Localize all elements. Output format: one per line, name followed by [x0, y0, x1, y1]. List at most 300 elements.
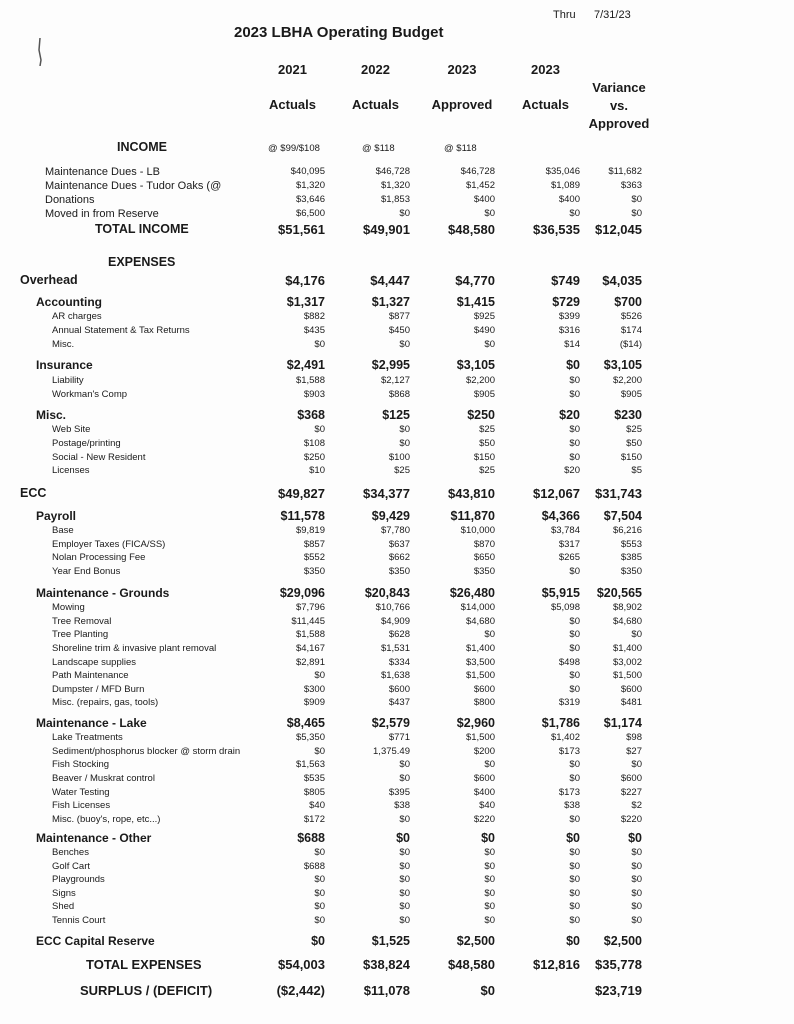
row-expenses-grounds-rows-6-2023-actual: $0	[569, 684, 580, 695]
row-income-rows-2-variance: $0	[631, 194, 642, 205]
row-expenses-ecc-variance: $31,743	[595, 486, 642, 501]
row-expenses-grounds-rows-4-2022: $334	[388, 657, 410, 668]
row-expenses-grounds-rows-5-2022: $1,638	[380, 670, 410, 681]
row-expenses-lake-rows-3-2021: $535	[303, 773, 325, 784]
row-expenses-grounds-rows-5-2021: $0	[314, 670, 325, 681]
row-expenses-insurance-rows-1-2023-approved: $905	[473, 389, 495, 400]
row-expenses-grounds-rows-2-2021: $1,588	[295, 629, 325, 640]
row-expenses-misc-rows-0-variance: $25	[626, 424, 642, 435]
row-expenses-grounds-rows-6-variance: $600	[620, 684, 642, 695]
row-expenses-lake-rows-5-2022: $38	[394, 800, 410, 811]
row-expenses-payroll-rows-3-2021: $350	[303, 566, 325, 577]
row-expenses-accounting-rows-2-variance: ($14)	[619, 339, 642, 350]
row-expenses-lake-variance: $1,174	[603, 716, 642, 730]
row-expenses-insurance-rows-0-2022: $2,127	[380, 375, 410, 386]
row-expenses-grounds-rows-1-2023-approved: $4,680	[465, 616, 495, 627]
row-expenses-accounting-rows-2-2022: $0	[399, 339, 410, 350]
row-expenses-insurance-label: Insurance	[36, 358, 93, 372]
row-expenses-grounds-rows-7-2023-actual: $319	[558, 697, 580, 708]
row-expenses-misc-rows-1-2022: $0	[399, 438, 410, 449]
row-expenses-insurance-rows-1-2023-actual: $0	[569, 389, 580, 400]
row-expenses-misc-2021: $368	[297, 408, 325, 422]
row-expenses-insurance-rows-0-label: Liability	[52, 375, 84, 386]
row-expenses-payroll-rows-1-2022: $637	[388, 539, 410, 550]
row-income-rows-3-2023-approved: $0	[484, 208, 495, 219]
row-expenses-payroll-rows-1-label: Employer Taxes (FICA/SS)	[52, 539, 166, 550]
row-income-rows-1-2022: $1,320	[380, 180, 410, 191]
row-expenses-payroll-2023-actual: $4,366	[541, 509, 580, 523]
row-expenses-total-2021: $54,003	[278, 957, 325, 972]
row-expenses-lake-rows-1-2023-approved: $200	[473, 746, 495, 757]
row-expenses-reserve-label: ECC Capital Reserve	[36, 934, 155, 948]
row-expenses-surplus-2023-approved: $0	[480, 983, 495, 998]
row-expenses-lake-rows-1-2022: 1,375.49	[373, 746, 410, 757]
row-expenses-surplus-label: SURPLUS / (DEFICIT)	[80, 983, 213, 998]
row-expenses-grounds-rows-7-variance: $481	[620, 697, 642, 708]
col-year-3: 2023	[447, 62, 477, 77]
row-expenses-other-rows-5-variance: $0	[631, 915, 642, 926]
row-expenses-grounds-rows-1-2022: $4,909	[380, 616, 410, 627]
row-expenses-other-rows-2-2023-actual: $0	[569, 874, 580, 885]
row-expenses-payroll-rows-3-variance: $350	[620, 566, 642, 577]
row-expenses-lake-rows-6-2022: $0	[399, 814, 410, 825]
row-expenses-lake-rows-1-2021: $0	[314, 746, 325, 757]
row-expenses-other-rows-4-2023-approved: $0	[484, 901, 495, 912]
thru-date: 7/31/23	[594, 9, 631, 21]
row-expenses-lake-rows-5-label: Fish Licenses	[52, 800, 111, 811]
total-income-2021: $51,561	[278, 222, 325, 237]
total-income-variance: $12,045	[595, 222, 642, 237]
col-variance-2: vs.	[609, 98, 629, 113]
col-year-1: 2021	[278, 62, 307, 77]
row-expenses-lake-rows-5-variance: $2	[631, 800, 642, 811]
thru-label: Thru	[553, 9, 576, 21]
row-expenses-grounds-variance: $20,565	[596, 586, 642, 600]
row-expenses-accounting-rows-2-2021: $0	[314, 339, 325, 350]
row-expenses-grounds-rows-3-label: Shoreline trim & invasive plant removal	[52, 643, 217, 654]
row-expenses-misc-rows-3-2022: $25	[394, 465, 410, 476]
row-expenses-lake-label: Maintenance - Lake	[36, 716, 147, 730]
row-expenses-payroll-rows-1-variance: $553	[620, 539, 642, 550]
total-income-2023-approved: $48,580	[448, 222, 495, 237]
row-expenses-grounds-rows-3-2021: $4,167	[295, 643, 325, 654]
row-expenses-surplus-variance: $23,719	[595, 983, 642, 998]
row-expenses-misc-rows-3-2023-approved: $25	[479, 465, 495, 476]
row-income-rows-3-variance: $0	[631, 208, 642, 219]
row-expenses-other-rows-2-2021: $0	[314, 874, 325, 885]
row-expenses-insurance-rows-1-variance: $905	[620, 389, 642, 400]
row-expenses-accounting-rows-0-2021: $882	[303, 311, 325, 322]
row-expenses-grounds-rows-5-label: Path Maintenance	[52, 670, 129, 681]
row-expenses-payroll-rows-0-2023-actual: $3,784	[550, 525, 580, 536]
col-type-4: Actuals	[522, 97, 569, 112]
row-expenses-grounds-rows-4-2021: $2,891	[295, 657, 325, 668]
row-income-rows-3-2022: $0	[399, 208, 410, 219]
row-expenses-overhead-2022: $4,447	[370, 273, 410, 288]
scan-mark	[38, 38, 42, 66]
row-expenses-total-2023-actual: $12,816	[533, 957, 580, 972]
row-expenses-payroll-label: Payroll	[36, 509, 77, 523]
row-expenses-grounds-rows-0-variance: $8,902	[612, 602, 642, 613]
row-expenses-other-rows-1-2021: $688	[303, 861, 325, 872]
row-expenses-grounds-rows-4-variance: $3,002	[612, 657, 642, 668]
row-expenses-grounds-rows-2-2023-actual: $0	[569, 629, 580, 640]
row-expenses-lake-rows-0-2023-approved: $1,500	[465, 732, 495, 743]
row-expenses-payroll-rows-0-2022: $7,780	[380, 525, 410, 536]
row-expenses-insurance-rows-0-variance: $2,200	[612, 375, 642, 386]
row-income-rows-3-2021: $6,500	[295, 208, 325, 219]
row-expenses-grounds-rows-2-variance: $0	[631, 629, 642, 640]
row-expenses-ecc-label: ECC	[20, 486, 47, 500]
row-expenses-lake-rows-0-2022: $771	[388, 732, 410, 743]
row-expenses-lake-rows-0-2023-actual: $1,402	[550, 732, 580, 743]
row-expenses-payroll-2021: $11,578	[280, 509, 325, 523]
row-expenses-insurance-2021: $2,491	[286, 358, 325, 372]
row-expenses-insurance-rows-0-2023-actual: $0	[569, 375, 580, 386]
row-income-rows-1-2023-approved: $1,452	[465, 180, 495, 191]
col-type-1: Actuals	[269, 97, 316, 112]
row-expenses-grounds-rows-5-variance: $1,500	[612, 670, 642, 681]
row-expenses-other-rows-0-2023-actual: $0	[569, 847, 580, 858]
row-expenses-payroll-2022: $9,429	[371, 509, 410, 523]
row-expenses-misc-label: Misc.	[36, 408, 67, 422]
row-income-rows-2-2021: $3,646	[295, 194, 325, 205]
row-expenses-insurance-rows-1-2022: $868	[388, 389, 410, 400]
row-expenses-other-rows-3-2023-actual: $0	[569, 888, 580, 899]
row-expenses-payroll-rows-0-2023-approved: $10,000	[460, 525, 495, 536]
row-expenses-lake-rows-1-variance: $27	[626, 746, 642, 757]
row-expenses-payroll-rows-1-2023-actual: $317	[558, 539, 580, 550]
row-expenses-total-variance: $35,778	[595, 957, 642, 972]
row-expenses-accounting-rows-0-2022: $877	[388, 311, 410, 322]
row-expenses-payroll-rows-2-variance: $385	[620, 552, 642, 563]
row-expenses-total-2023-approved: $48,580	[448, 957, 495, 972]
row-income-rows-3-2023-actual: $0	[569, 208, 580, 219]
row-expenses-lake-rows-2-label: Fish Stocking	[52, 759, 110, 770]
row-expenses-accounting-rows-2-2023-approved: $0	[484, 339, 495, 350]
row-income-rows-2-2022: $1,853	[380, 194, 410, 205]
row-expenses-other-label: Maintenance - Other	[36, 831, 152, 845]
row-expenses-misc-rows-3-2023-actual: $20	[564, 465, 580, 476]
row-expenses-other-rows-2-2022: $0	[399, 874, 410, 885]
row-expenses-ecc-2021: $49,827	[278, 486, 325, 501]
row-expenses-misc-rows-1-2023-actual: $0	[569, 438, 580, 449]
row-expenses-other-rows-5-2021: $0	[314, 915, 325, 926]
col-year-4: 2023	[531, 62, 560, 77]
row-expenses-other-rows-3-label: Signs	[52, 888, 76, 899]
row-expenses-payroll-rows-3-2023-actual: $0	[569, 566, 580, 577]
row-expenses-grounds-rows-6-2023-approved: $600	[473, 684, 495, 695]
row-expenses-grounds-rows-7-label: Misc. (repairs, gas, tools)	[52, 697, 159, 708]
row-expenses-accounting-rows-1-2022: $450	[388, 325, 410, 336]
row-expenses-misc-2023-approved: $250	[467, 408, 495, 422]
row-expenses-lake-rows-4-label: Water Testing	[52, 787, 110, 798]
row-income-rows-2-label: Donations	[45, 194, 95, 206]
row-expenses-insurance-rows-0-2021: $1,588	[295, 375, 325, 386]
row-income-rows-1-label: Maintenance Dues - Tudor Oaks (@	[45, 180, 222, 192]
row-expenses-payroll-rows-0-variance: $6,216	[612, 525, 642, 536]
row-expenses-grounds-rows-1-2021: $11,445	[291, 616, 325, 627]
row-expenses-other-rows-5-2023-actual: $0	[569, 915, 580, 926]
row-expenses-lake-rows-2-2022: $0	[399, 759, 410, 770]
row-expenses-other-rows-1-2023-approved: $0	[484, 861, 495, 872]
row-expenses-payroll-2023-approved: $11,870	[450, 509, 495, 523]
expenses-heading: EXPENSES	[108, 255, 176, 269]
row-income-rows-0-2022: $46,728	[375, 166, 410, 177]
row-expenses-lake-rows-2-variance: $0	[631, 759, 642, 770]
row-expenses-grounds-rows-0-2021: $7,796	[295, 602, 325, 613]
row-expenses-grounds-rows-2-2023-approved: $0	[484, 629, 495, 640]
row-expenses-reserve-2023-actual: $0	[566, 934, 580, 948]
row-expenses-accounting-rows-1-2023-approved: $490	[473, 325, 495, 336]
row-expenses-lake-2023-approved: $2,960	[456, 716, 495, 730]
row-expenses-lake-rows-2-2023-actual: $0	[569, 759, 580, 770]
row-expenses-insurance-2023-actual: $0	[566, 358, 580, 372]
row-income-rows-2-2023-approved: $400	[473, 194, 495, 205]
row-expenses-misc-rows-0-2023-approved: $25	[479, 424, 495, 435]
row-expenses-grounds-rows-0-2023-approved: $14,000	[460, 602, 495, 613]
row-expenses-lake-rows-4-2023-approved: $400	[473, 787, 495, 798]
row-expenses-grounds-rows-0-label: Mowing	[52, 602, 85, 613]
row-income-rows-1-variance: $363	[620, 180, 642, 191]
total-income-2022: $49,901	[363, 222, 410, 237]
row-expenses-lake-rows-0-2021: $5,350	[295, 732, 325, 743]
row-expenses-accounting-rows-2-2023-actual: $14	[564, 339, 580, 350]
row-expenses-lake-rows-4-2021: $805	[303, 787, 325, 798]
row-expenses-accounting-label: Accounting	[36, 295, 102, 309]
row-expenses-other-rows-0-2021: $0	[314, 847, 325, 858]
col-variance-1: Variance	[592, 80, 646, 95]
row-expenses-payroll-variance: $7,504	[603, 509, 642, 523]
row-expenses-insurance-rows-0-2023-approved: $2,200	[465, 375, 495, 386]
col-type-2: Actuals	[352, 97, 399, 112]
row-expenses-lake-rows-4-2023-actual: $173	[558, 787, 580, 798]
row-expenses-grounds-rows-0-2022: $10,766	[375, 602, 410, 613]
row-expenses-misc-rows-2-2021: $250	[303, 452, 325, 463]
total-income-2023-actual: $36,535	[533, 222, 580, 237]
row-expenses-misc-rows-1-label: Postage/printing	[52, 438, 121, 449]
row-expenses-lake-2022: $2,579	[371, 716, 410, 730]
row-expenses-misc-rows-0-label: Web Site	[52, 424, 91, 435]
row-expenses-other-2022: $0	[396, 831, 410, 845]
row-expenses-grounds-rows-4-2023-approved: $3,500	[465, 657, 495, 668]
row-expenses-misc-rows-2-2023-actual: $0	[569, 452, 580, 463]
row-expenses-overhead-variance: $4,035	[602, 273, 642, 288]
row-expenses-accounting-rows-1-2021: $435	[303, 325, 325, 336]
row-expenses-misc-rows-3-label: Licenses	[52, 465, 90, 476]
row-expenses-grounds-rows-7-2021: $909	[303, 697, 325, 708]
row-expenses-reserve-variance: $2,500	[603, 934, 642, 948]
row-expenses-lake-rows-1-label: Sediment/phosphorus blocker @ storm drain	[52, 746, 241, 757]
row-expenses-grounds-rows-2-2022: $628	[388, 629, 410, 640]
row-expenses-other-rows-0-2022: $0	[399, 847, 410, 858]
row-expenses-payroll-rows-0-2021: $9,819	[295, 525, 325, 536]
row-expenses-other-rows-5-label: Tennis Court	[52, 915, 106, 926]
row-expenses-payroll-rows-2-2021: $552	[303, 552, 325, 563]
row-expenses-payroll-rows-1-2023-approved: $870	[473, 539, 495, 550]
row-expenses-lake-rows-3-2022: $0	[399, 773, 410, 784]
row-expenses-lake-rows-1-2023-actual: $173	[558, 746, 580, 757]
row-expenses-grounds-label: Maintenance - Grounds	[36, 586, 170, 600]
row-expenses-accounting-rows-0-label: AR charges	[52, 311, 102, 322]
row-expenses-overhead-2023-approved: $4,770	[455, 273, 495, 288]
row-expenses-insurance-2023-approved: $3,105	[456, 358, 495, 372]
row-expenses-grounds-rows-1-label: Tree Removal	[52, 616, 112, 627]
row-expenses-payroll-rows-2-2022: $662	[388, 552, 410, 563]
row-expenses-grounds-rows-5-2023-actual: $0	[569, 670, 580, 681]
row-expenses-other-rows-1-label: Golf Cart	[52, 861, 91, 872]
row-income-rows-0-label: Maintenance Dues - LB	[45, 166, 160, 178]
row-expenses-lake-2021: $8,465	[286, 716, 325, 730]
row-expenses-overhead-2021: $4,176	[285, 273, 325, 288]
row-expenses-grounds-rows-3-2022: $1,531	[380, 643, 410, 654]
row-expenses-lake-rows-3-2023-actual: $0	[569, 773, 580, 784]
row-expenses-other-rows-4-2023-actual: $0	[569, 901, 580, 912]
row-expenses-grounds-rows-3-2023-actual: $0	[569, 643, 580, 654]
row-expenses-misc-rows-3-variance: $5	[631, 465, 642, 476]
row-expenses-misc-2022: $125	[382, 408, 410, 422]
row-expenses-accounting-2022: $1,327	[371, 295, 410, 309]
row-expenses-accounting-rows-2-label: Misc.	[52, 339, 75, 350]
row-expenses-grounds-2022: $20,843	[364, 586, 410, 600]
row-expenses-misc-rows-1-variance: $50	[626, 438, 642, 449]
row-expenses-other-rows-2-label: Playgrounds	[52, 874, 105, 885]
row-expenses-misc-rows-1-2021: $108	[303, 438, 325, 449]
row-expenses-grounds-rows-4-2023-actual: $498	[558, 657, 580, 668]
row-expenses-lake-rows-5-2023-approved: $40	[479, 800, 495, 811]
row-expenses-accounting-rows-1-variance: $174	[620, 325, 642, 336]
row-expenses-accounting-rows-0-2023-actual: $399	[558, 311, 580, 322]
row-income-rows-1-2021: $1,320	[295, 180, 325, 191]
row-expenses-accounting-rows-1-2023-actual: $316	[558, 325, 580, 336]
row-expenses-accounting-variance: $700	[614, 295, 642, 309]
row-expenses-other-rows-0-variance: $0	[631, 847, 642, 858]
rate-2022: @ $118	[362, 143, 395, 154]
row-expenses-other-rows-0-2023-approved: $0	[484, 847, 495, 858]
row-expenses-misc-rows-0-2021: $0	[314, 424, 325, 435]
col-variance-3: Approved	[588, 116, 650, 131]
row-expenses-lake-rows-2-2023-approved: $0	[484, 759, 495, 770]
row-expenses-payroll-rows-2-2023-actual: $265	[558, 552, 580, 563]
row-expenses-other-2023-actual: $0	[566, 831, 580, 845]
row-expenses-grounds-2023-actual: $5,915	[541, 586, 580, 600]
row-expenses-payroll-rows-3-label: Year End Bonus	[52, 566, 121, 577]
row-expenses-misc-2023-actual: $20	[559, 408, 580, 422]
row-expenses-insurance-variance: $3,105	[603, 358, 642, 372]
rate-2021: @ $99/$108	[268, 143, 320, 154]
row-expenses-lake-rows-0-label: Lake Treatments	[52, 732, 123, 743]
row-expenses-lake-rows-5-2023-actual: $38	[564, 800, 580, 811]
row-expenses-overhead-2023-actual: $749	[551, 273, 580, 288]
row-expenses-ecc-2022: $34,377	[363, 486, 410, 501]
row-income-rows-0-variance: $11,682	[608, 166, 642, 177]
row-expenses-accounting-rows-0-2023-approved: $925	[473, 311, 495, 322]
row-income-rows-3-label: Moved in from Reserve	[45, 208, 159, 220]
row-expenses-accounting-2023-approved: $1,415	[456, 295, 495, 309]
row-expenses-reserve-2022: $1,525	[371, 934, 410, 948]
row-expenses-misc-rows-2-variance: $150	[620, 452, 642, 463]
row-expenses-other-rows-0-label: Benches	[52, 847, 89, 858]
row-expenses-accounting-2023-actual: $729	[552, 295, 580, 309]
row-expenses-grounds-rows-6-2022: $600	[388, 684, 410, 695]
row-expenses-lake-rows-2-2021: $1,563	[295, 759, 325, 770]
row-expenses-surplus-2022: $11,078	[363, 983, 410, 998]
row-expenses-other-rows-1-2023-actual: $0	[569, 861, 580, 872]
col-year-2: 2022	[361, 62, 390, 77]
row-expenses-other-2023-approved: $0	[481, 831, 495, 845]
row-expenses-ecc-2023-approved: $43,810	[448, 486, 495, 501]
row-expenses-grounds-2021: $29,096	[279, 586, 325, 600]
row-expenses-insurance-rows-1-label: Workman's Comp	[52, 389, 128, 400]
row-expenses-lake-rows-6-2023-actual: $0	[569, 814, 580, 825]
row-expenses-lake-rows-3-label: Beaver / Muskrat control	[52, 773, 155, 784]
row-expenses-misc-rows-2-2022: $100	[388, 452, 410, 463]
row-expenses-other-2021: $688	[297, 831, 325, 845]
rate-2023: @ $118	[444, 143, 477, 154]
row-expenses-grounds-rows-2-label: Tree Planting	[52, 629, 109, 640]
row-expenses-other-rows-4-variance: $0	[631, 901, 642, 912]
row-expenses-payroll-rows-3-2023-approved: $350	[473, 566, 495, 577]
row-income-rows-0-2021: $40,095	[290, 166, 325, 177]
row-expenses-other-rows-5-2023-approved: $0	[484, 915, 495, 926]
row-expenses-grounds-rows-1-variance: $4,680	[612, 616, 642, 627]
row-expenses-other-rows-5-2022: $0	[399, 915, 410, 926]
row-expenses-payroll-rows-1-2021: $857	[303, 539, 325, 550]
row-expenses-insurance-2022: $2,995	[371, 358, 410, 372]
row-expenses-lake-2023-actual: $1,786	[541, 716, 580, 730]
row-expenses-insurance-rows-1-2021: $903	[303, 389, 325, 400]
row-expenses-lake-rows-0-variance: $98	[626, 732, 642, 743]
row-expenses-grounds-rows-3-variance: $1,400	[612, 643, 642, 654]
row-income-rows-0-2023-actual: $35,046	[545, 166, 580, 177]
row-expenses-other-rows-3-2023-approved: $0	[484, 888, 495, 899]
row-expenses-payroll-rows-0-label: Base	[52, 525, 74, 536]
row-expenses-lake-rows-6-label: Misc. (buoy's, rope, etc...)	[52, 814, 161, 825]
row-expenses-misc-rows-0-2022: $0	[399, 424, 410, 435]
row-expenses-grounds-rows-6-2021: $300	[303, 684, 325, 695]
row-expenses-lake-rows-3-variance: $600	[620, 773, 642, 784]
row-expenses-misc-rows-2-2023-approved: $150	[473, 452, 495, 463]
row-expenses-overhead-label: Overhead	[20, 273, 78, 287]
row-expenses-lake-rows-6-2021: $172	[303, 814, 325, 825]
col-type-3: Approved	[431, 97, 493, 112]
row-expenses-reserve-2021: $0	[311, 934, 325, 948]
row-expenses-lake-rows-6-variance: $220	[620, 814, 642, 825]
row-expenses-other-rows-2-variance: $0	[631, 874, 642, 885]
row-expenses-payroll-rows-3-2022: $350	[388, 566, 410, 577]
row-expenses-surplus-2021: ($2,442)	[276, 983, 325, 998]
row-expenses-misc-rows-0-2023-actual: $0	[569, 424, 580, 435]
row-income-rows-1-2023-actual: $1,089	[550, 180, 580, 191]
row-income-rows-2-2023-actual: $400	[558, 194, 580, 205]
row-expenses-accounting-rows-1-label: Annual Statement & Tax Returns	[52, 325, 190, 336]
row-expenses-other-rows-2-2023-approved: $0	[484, 874, 495, 885]
row-expenses-lake-rows-4-2022: $395	[388, 787, 410, 798]
row-expenses-misc-rows-3-2021: $10	[309, 465, 325, 476]
row-expenses-lake-rows-3-2023-approved: $600	[473, 773, 495, 784]
row-expenses-other-rows-4-2022: $0	[399, 901, 410, 912]
row-expenses-total-2022: $38,824	[363, 957, 410, 972]
row-expenses-other-rows-3-2021: $0	[314, 888, 325, 899]
row-expenses-grounds-2023-approved: $26,480	[449, 586, 495, 600]
row-expenses-misc-rows-2-label: Social - New Resident	[52, 452, 146, 463]
row-expenses-lake-rows-4-variance: $227	[620, 787, 642, 798]
row-expenses-grounds-rows-6-label: Dumpster / MFD Burn	[52, 684, 145, 695]
total-income-label: TOTAL INCOME	[95, 222, 189, 236]
row-expenses-ecc-2023-actual: $12,067	[533, 486, 580, 501]
income-heading: INCOME	[117, 140, 167, 154]
row-expenses-grounds-rows-7-2022: $437	[388, 697, 410, 708]
